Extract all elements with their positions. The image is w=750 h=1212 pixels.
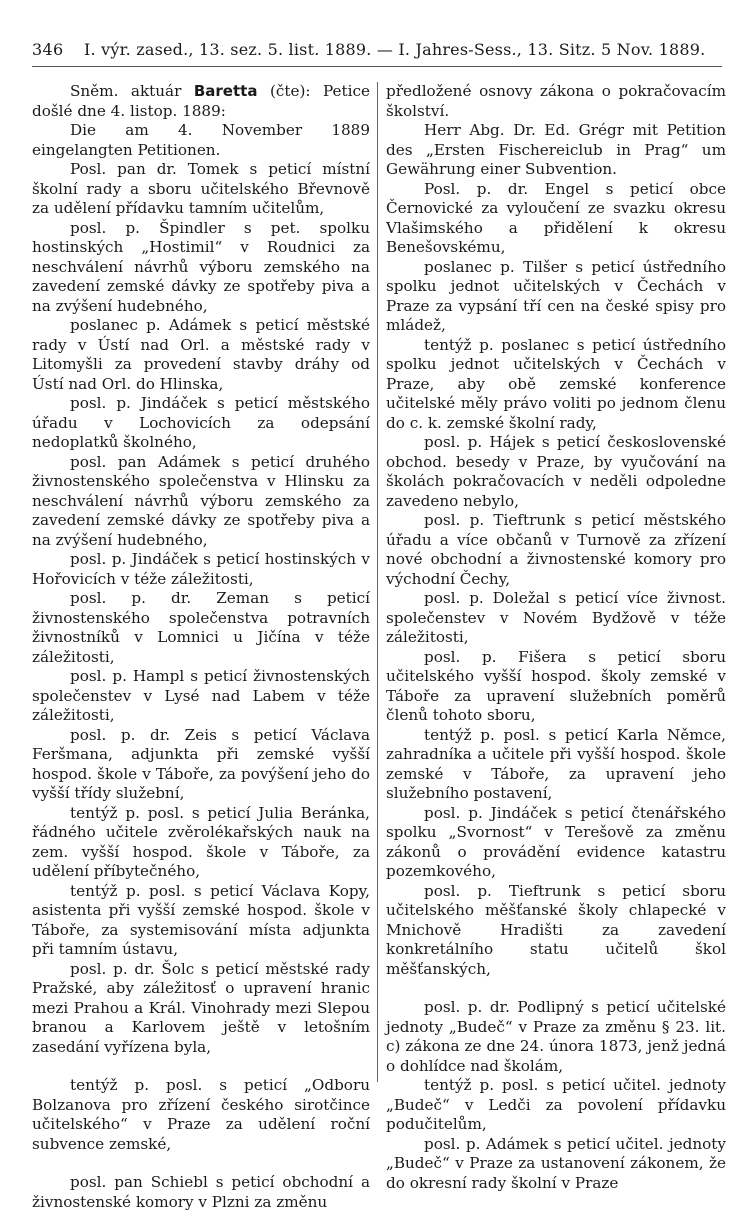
column-divider [377, 82, 378, 1082]
paragraph: tentýž p. posl. s peticí „Odboru Bolzanova pro zřízení českého sirotčince učitelského“ v Praze za udělení roční subvence zemské, [32, 1076, 370, 1153]
paragraph: předložené osnovy zákona o pokračovacím školství. [386, 82, 726, 120]
paragraph: Die am 4. November 1889 eingelangten Petitionen. [32, 121, 370, 159]
paragraph: posl. p. Jindáček s peticí čtenářského spolku „Svornost“ v Terešově za změnu zákonů o provádění evidence katastru pozemkového, [386, 803, 726, 880]
paragraph: posl. p. Hampl s peticí živnostenských společenstev v Lysé nad Labem v téže záležitosti, [32, 667, 370, 724]
paragraph: poslanec p. Adámek s peticí městské rady v Ústí nad Orl. a městské rady v Litomyšli za provedení stavby dráhy od Ústí nad Orl. do Hlinska, [32, 316, 370, 393]
running-head: I. výr. zased., 13. sez. 5. list. 1889. — I. Jahres-Sess., 13. Sitz. 5 Nov. 1889. [84, 40, 706, 59]
page-number: 346 [32, 40, 64, 59]
left-column [32, 82, 370, 1212]
paragraph: posl. p. Tieftrunk s peticí sboru učitelského měšťanské školy chlapecké v Mnichově Hradišti za zavedení konkretálního statu učitelů škol měšťanských, [386, 881, 726, 978]
header-rule [32, 66, 722, 67]
paragraph: posl. p. dr. Šolc s peticí městské rady Pražské, aby záležitosť o upravení hranic mezi Prahou a Král. Vinohrady mezi Slepou branou a Karlovem ještě v letošním zasedání vyřízena byla, [32, 959, 370, 1056]
paragraph: posl. p. Jindáček s peticí městského úřadu v Lochovicích za odepsání nedoplatků školného, [32, 394, 370, 451]
paragraph: posl. p. Doležal s peticí více živnost. společenstev v Novém Bydžově v téže záležitosti, [386, 589, 726, 646]
page-header [32, 40, 722, 66]
paragraph: posl. p. Jindáček s peticí hostinských v Hořovicích v téže záležitosti, [32, 550, 370, 588]
paragraph: Posl. p. dr. Engel s peticí obce Černovické za vyloučení ze svazku okresu Vlašimského a přidělení k okresu Benešovskému, [386, 179, 726, 256]
paragraph: Herr Abg. Dr. Ed. Grégr mit Petition des „Ersten Fischereiclub in Prag“ um Gewährung einer Subvention. [386, 121, 726, 178]
paragraph: tentýž p. posl. s peticí učitel. jednoty „Budeč“ v Ledči za povolení přídavku podučitelům, [386, 1076, 726, 1133]
speaker-name: Baretta [193, 82, 258, 100]
paragraph: posl. p. Adámek s peticí učitel. jednoty „Budeč“ v Praze za ustanovení zákonem, že do okresní rady školní v Praze [386, 1134, 726, 1192]
right-column [386, 82, 726, 1193]
paragraph: tentýž p. poslanec s peticí ústředního spolku jednot učitelských v Čechách v Praze, aby obě zemské konference učitelské měly právo voliti po jednom členu do c. k. zemské školní rady, [386, 335, 726, 432]
paragraph: posl. p. Špindler s pet. spolku hostinských „Hostimil“ v Roudnici za neschválení návrhů výboru zemského na zavedení zemské dávky ze spotřeby piva a na zvýšení hudebného, [32, 218, 370, 315]
paragraph: posl. p. dr. Podlipný s peticí učitelské jednoty „Budeč“ v Praze za změnu § 23. lit. c) zákona ze dne 24. února 1873, jenž jedná o dohlídce nad školám, [386, 998, 726, 1075]
paragraph: posl. pan Adámek s peticí druhého živnostenského společenstva v Hlinsku za neschválení návrhů výboru zemského za zavedení zemské dávky ze spotřeby piva a na zvýšení hudebného, [32, 452, 370, 549]
paragraph: tentýž p. posl. s peticí Julia Beránka, řádného učitele zvěrolékařských nauk na zem. vyšší hospod. škole v Táboře, za udělení příbytečného, [32, 803, 370, 880]
paragraph: poslanec p. Tilšer s peticí ústředního spolku jednot učitelských v Čechách v Praze za vypsání tří cen na české spisy pro mládež, [386, 257, 726, 334]
paragraph: Posl. pan dr. Tomek s peticí místní školní rady a sboru učitelského Břevnově za udělení přídavku tamním učitelům, [32, 160, 370, 217]
paragraph: posl. p. Tieftrunk s peticí městského úřadu a více občanů v Turnově za zřízení nové obchodní a živnostenské komory pro východní Čechy, [386, 511, 726, 588]
paragraph: posl. pan Schiebl s peticí obchodní a živnostenské komory v Plzni za změnu [32, 1173, 370, 1211]
paragraph: posl. p. dr. Zeman s peticí živnostenského společenstva potravních živnostníků v Lomnici u Jičína v téže záležitosti, [32, 589, 370, 666]
paragraph: posl. p. Fišera s peticí sboru učitelského vyšší hospod. školy zemské v Táboře za upravení služebních poměrů členů tohoto sboru, [386, 647, 726, 724]
paragraph: posl. p. Hájek s peticí československé obchod. besedy v Praze, by vyučování na školách pokračovacích v neděli odpoledne zavedeno nebylo, [386, 433, 726, 510]
paragraph: tentýž p. posl. s peticí Václava Kopy, asistenta při vyšší zemské hospod. škole v Táboře, za systemisování místa adjunkta při tamním ústavu, [32, 881, 370, 958]
paragraph: tentýž p. posl. s peticí Karla Němce, zahradníka a učitele při vyšší hospod. škole zemské v Táboře, za upravení jeho služebního postavení, [386, 725, 726, 802]
paragraph: posl. p. dr. Zeis s peticí Václava Feršmana, adjunkta při zemské vyšší hospod. škole v Táboře, za povýšení jeho do vyšší třídy služební, [32, 725, 370, 802]
paragraph: Sněm. aktuár Baretta (čte): Petice došlé dne 4. listop. 1889: [32, 82, 370, 120]
